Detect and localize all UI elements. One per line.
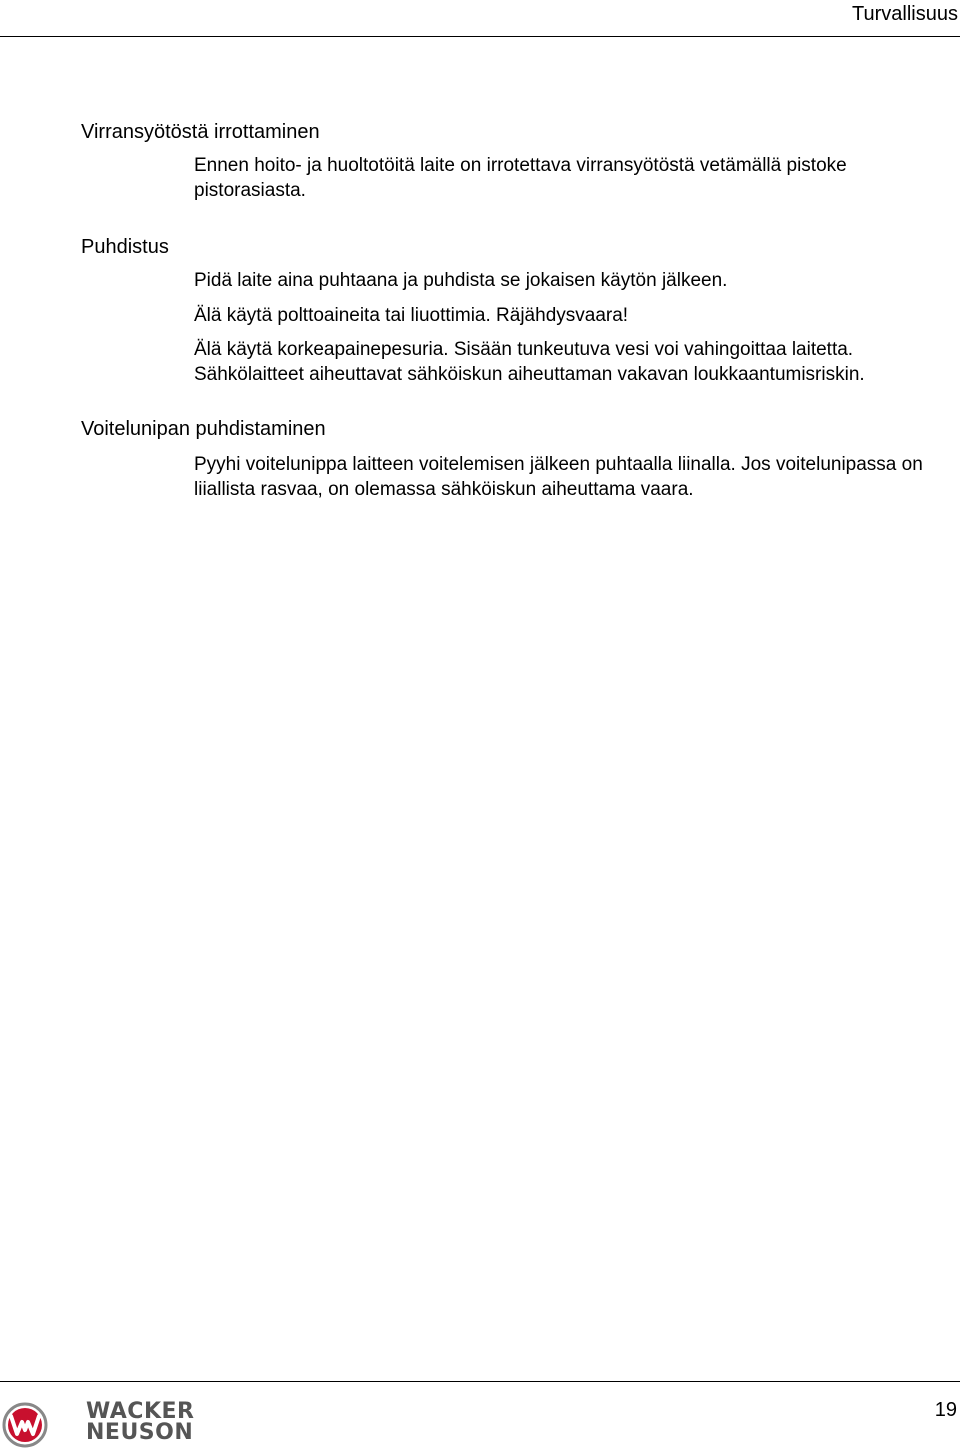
logo-wordmark — [86, 1401, 194, 1443]
page-number: 19 — [934, 1399, 957, 1421]
logo-wordmark-line-2: NEUSON — [86, 1420, 194, 1445]
paragraph-cleaning-3: Älä käytä korkeapainepesuria. Sisään tunkeutuva vesi voi vahingoittaa laitetta. Sähkölaitteet aiheuttavat sähköiskun aiheuttaman vakavan loukkaantumisriskin. — [194, 339, 865, 385]
header-title: Turvallisuus — [852, 3, 958, 25]
paragraph-cleaning-2: Älä käytä polttoaineita tai liuottimia. Räjähdysvaara! — [194, 305, 629, 326]
logo-wordmark-line-1: WACKER — [86, 1399, 195, 1424]
section-heading-cleaning: Puhdistus — [81, 236, 169, 258]
section-heading-disconnect: Virransyötöstä irrottaminen — [81, 121, 320, 143]
footer-rule — [0, 1381, 960, 1382]
header-rule — [0, 36, 960, 37]
section-heading-nozzle: Voitelunipan puhdistaminen — [81, 418, 326, 440]
paragraph-cleaning-1: Pidä laite aina puhtaana ja puhdista se jokaisen käytön jälkeen. — [194, 270, 728, 291]
wacker-neuson-logo-icon — [2, 1402, 48, 1448]
paragraph-disconnect: Ennen hoito- ja huoltotöitä laite on irrotettava virransyötöstä vetämällä pistoke pistorasiasta. — [194, 155, 847, 201]
paragraph-nozzle: Pyyhi voitelunippa laitteen voitelemisen jälkeen puhtaalla liinalla. Jos voitelunipassa on liiallista rasvaa, on olemassa sähköiskun aiheuttama vaara. — [194, 454, 923, 500]
